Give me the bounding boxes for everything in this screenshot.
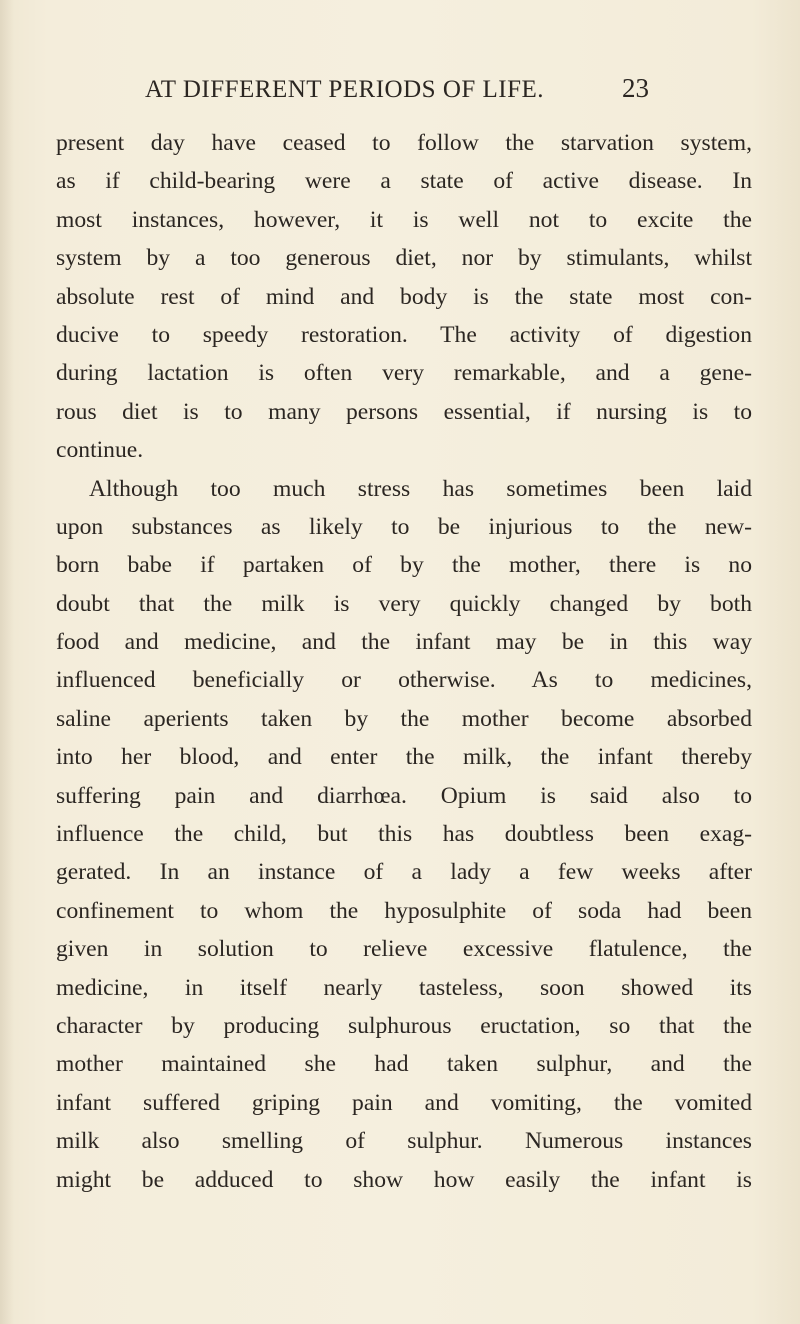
text-line: gerated. In an instance of a lady a few weeks after (56, 859, 752, 886)
text-line: born babe if partaken of by the mother, there is no (56, 552, 752, 579)
text-line: absolute rest of mind and body is the state most con- (56, 283, 752, 310)
text-line: influenced beneficially or otherwise. As to medicines, (56, 667, 752, 694)
text-line: doubt that the milk is very quickly changed by both (56, 590, 752, 617)
body-text (56, 124, 752, 1199)
text-line: most instances, however, it is well not to excite the (56, 206, 752, 233)
page-header (0, 73, 800, 112)
text-line: rous diet is to many persons essential, if nursing is to (56, 398, 752, 425)
text-line: confinement to whom the hyposulphite of soda had been (56, 897, 752, 924)
text-line: infant suffered griping pain and vomiting, the vomited (56, 1089, 752, 1116)
text-line: system by a too generous diet, nor by stimulants, whilst (56, 245, 752, 272)
text-line: might be adduced to show how easily the infant is (56, 1166, 752, 1193)
text-line: Although too much stress has sometimes been laid (89, 475, 752, 502)
text-line: present day have ceased to follow the starvation system, (56, 130, 752, 156)
text-line: character by producing sulphurous eructation, so that the (56, 1012, 752, 1039)
text-line: during lactation is often very remarkable, and a gene- (56, 360, 752, 387)
text-line: mother maintained she had taken sulphur, and the (56, 1051, 752, 1078)
text-line: ducive to speedy restoration. The activity of digestion (56, 321, 752, 348)
text-line: given in solution to relieve excessive flatulence, the (56, 936, 752, 963)
page-gutter-shadow (0, 0, 14, 1324)
text-line: into her blood, and enter the milk, the infant thereby (56, 744, 752, 771)
page-number: 23 (622, 73, 649, 103)
text-line: as if child-bearing were a state of active disease. In (56, 168, 752, 195)
text-line: suffering pain and diarrhœa. Opium is said also to (56, 782, 752, 809)
text-line: milk also smelling of sulphur. Numerous instances (56, 1128, 752, 1155)
text-line: food and medicine, and the infant may be in this way (56, 629, 752, 656)
text-line: medicine, in itself nearly tasteless, soon showed its (56, 974, 752, 1001)
text-line: upon substances as likely to be injurious to the new- (56, 513, 752, 540)
text-line: saline aperients taken by the mother become absorbed (56, 705, 752, 732)
running-head: AT DIFFERENT PERIODS OF LIFE. (145, 76, 545, 103)
text-line: influence the child, but this has doubtless been exag- (56, 821, 752, 848)
text-line: continue. (56, 437, 144, 464)
